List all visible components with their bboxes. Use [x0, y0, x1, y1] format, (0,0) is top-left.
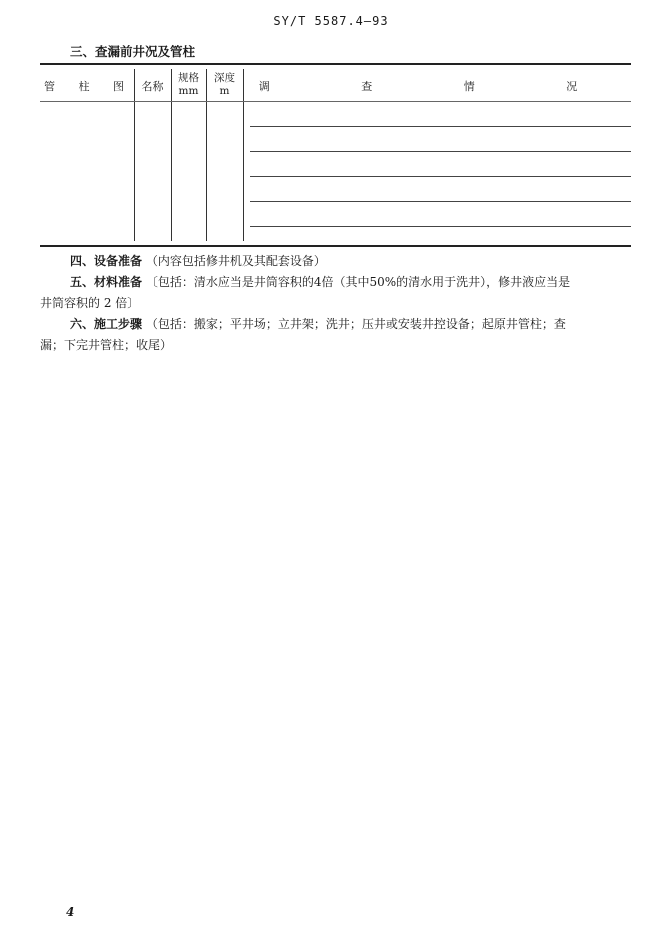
header-name: 名称	[141, 80, 164, 93]
table-col-divider	[134, 69, 135, 241]
header-spec-unit: mm	[178, 85, 199, 97]
section-6-line-1	[40, 314, 632, 335]
well-condition-table	[40, 63, 631, 247]
section-5-line-1	[40, 272, 632, 293]
section-6-text-1: （包括：搬家；平井场；立井架；洗井；压井或安装井控设备；起原井管柱；查	[145, 317, 566, 331]
table-col-divider	[243, 69, 244, 241]
section-4-text: （内容包括修井机及其配套设备）	[145, 254, 326, 268]
section-5-text-1: 〔包括：清水应当是井筒容积的4倍（其中50%的清水用于洗井），修井液应当是	[145, 275, 571, 289]
section-4-paragraph	[40, 251, 662, 272]
header-spec	[171, 72, 206, 98]
survey-rule-line	[250, 226, 631, 227]
header-depth	[206, 72, 243, 98]
survey-rule-line	[250, 126, 631, 127]
section-4-lead: 四、设备准备	[70, 254, 143, 268]
header-depth-label: 深度	[214, 72, 235, 84]
section-5-lead: 五、材料准备	[70, 275, 143, 289]
section-3-title: 三、查漏前井况及管柱	[70, 44, 196, 59]
survey-rule-line	[250, 201, 631, 202]
survey-rule-line	[250, 176, 631, 177]
section-6-lead: 六、施工步骤	[70, 317, 143, 331]
header-spec-label: 规格	[178, 72, 199, 84]
survey-rule-line	[250, 151, 631, 152]
section-5-paragraph	[40, 272, 632, 314]
standard-code: SY/T 5587.4—93	[273, 14, 389, 28]
page-number: 4	[66, 905, 75, 919]
section-5-text-2: 井筒容积的 2 倍〕	[40, 296, 140, 310]
header-tubing-diagram: 管 柱 图	[44, 80, 134, 93]
section-6-paragraph	[40, 314, 632, 356]
header-depth-unit: m	[219, 85, 230, 97]
header-survey-conditions: 调 查 情 况	[258, 80, 622, 93]
table-header-divider	[40, 101, 631, 102]
section-6-text-2: 漏；下完井管柱；收尾）	[40, 338, 173, 352]
